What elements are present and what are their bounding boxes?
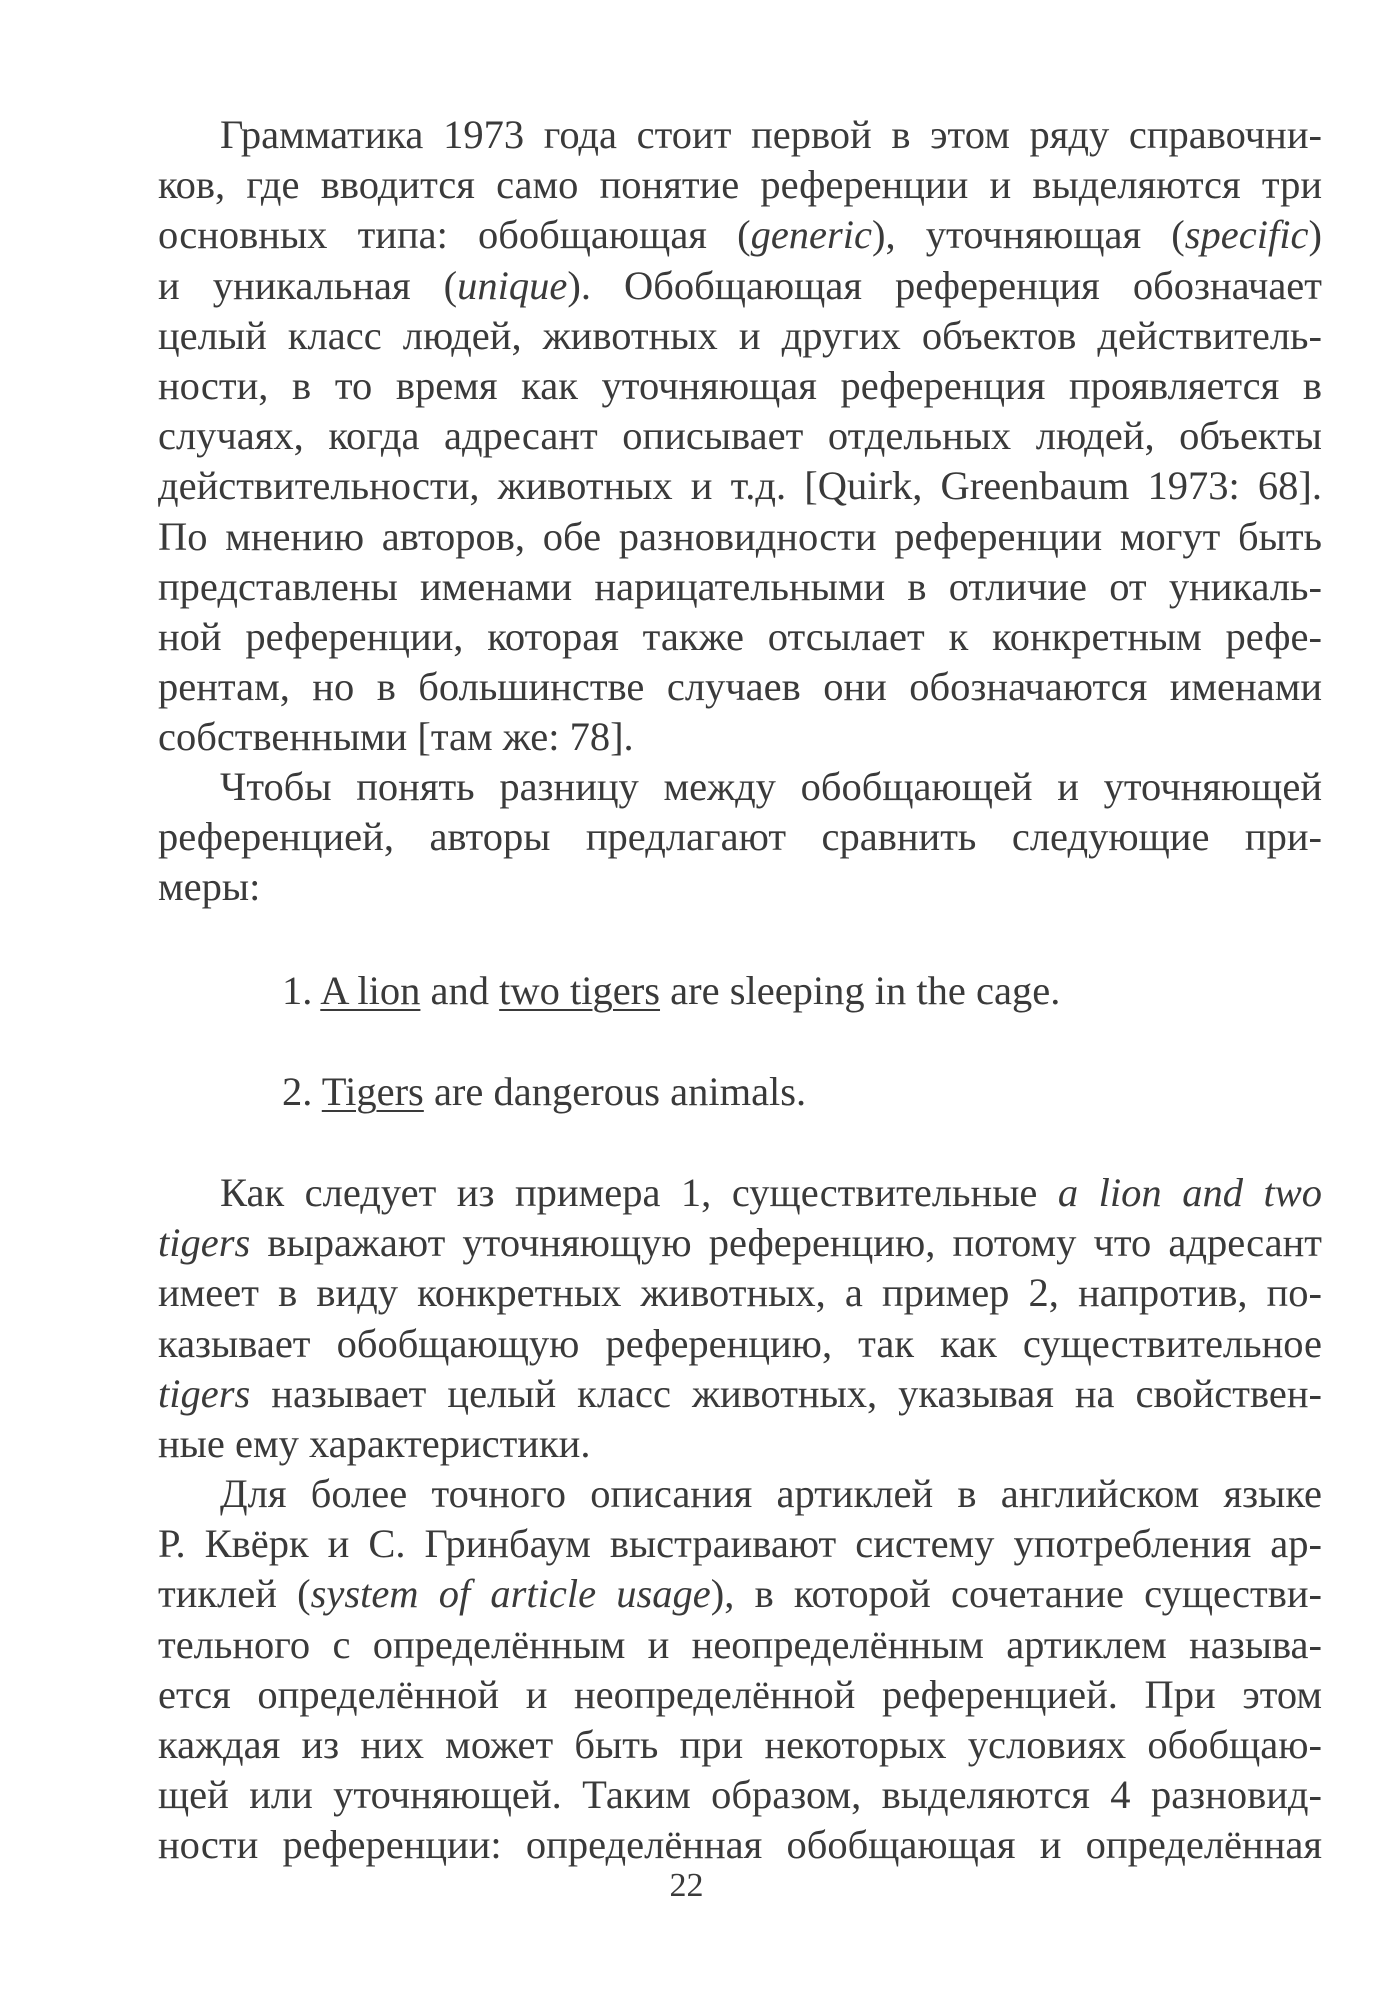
text-run: are sleeping in the cage. (660, 968, 1061, 1013)
text-run: ), уточняющая ( (872, 212, 1185, 258)
text-run: тиклей ( (158, 1571, 311, 1617)
italic-term: specific (1184, 212, 1309, 258)
text-line (158, 1670, 1322, 1720)
text-run: are dangerous animals. (423, 1069, 807, 1114)
text-run: ), в которой сочетание существи- (710, 1571, 1322, 1617)
text-run: Грамматика 1973 года стоит первой в этом ряду справочни- (220, 112, 1322, 157)
text-run: Чтобы понять разницу между обобщающей и уточняющей (220, 764, 1322, 809)
text-line (158, 1720, 1322, 1770)
paragraph-example-analysis (158, 1168, 1322, 1469)
text-line (158, 862, 1322, 912)
page-number: 22 (669, 1867, 704, 1904)
text-run: тельного с определённым и неопределённым артиклем называ- (158, 1621, 1322, 1667)
text-run: собственными [там же: 78]. (158, 714, 634, 760)
text-line (158, 1770, 1322, 1820)
text-line (158, 812, 1322, 862)
italic-term: unique (457, 262, 568, 308)
paragraph-compare-examples (158, 762, 1322, 913)
text-run: ности, в то время как уточняющая референция проявляется в (158, 362, 1322, 408)
text-line (158, 1218, 1322, 1268)
text-run: действительности, животных и т.д. [Quirk, Greenbaum 1973: 68]. (158, 463, 1322, 509)
text-run: представлены именами нарицательными в отличие от уникаль- (158, 563, 1322, 609)
example-number: 1. (282, 968, 313, 1013)
text-line (158, 1620, 1322, 1670)
text-run: Для более точного описания артиклей в английском языке (220, 1471, 1322, 1516)
example-sentence-1 (282, 966, 1060, 1016)
text-line (158, 411, 1322, 461)
text-line (158, 1419, 1322, 1469)
paragraph-article-system (158, 1469, 1322, 1871)
text-run: целый класс людей, животных и других объектов действитель- (158, 312, 1322, 358)
italic-term: generic (750, 212, 873, 258)
text-run: Р. Квёрк и С. Гринбаум выстраивают систему употребления ар- (158, 1521, 1322, 1567)
text-line (158, 110, 1322, 160)
text-line (158, 261, 1322, 311)
text-run: называет целый класс животных, указывая на свойствен- (250, 1370, 1322, 1416)
text-run: ется определённой и неопределённой референцией. При этом (158, 1671, 1322, 1717)
text-run: имеет в виду конкретных животных, а пример 2, напротив, по- (158, 1270, 1322, 1316)
text-run: ков, где вводится само понятие референции и выделяются три (158, 162, 1322, 208)
text-run: случаях, когда адресант описывает отдельных людей, объекты (158, 413, 1322, 459)
example-text (320, 968, 1060, 1013)
italic-term: system of article usage (310, 1571, 711, 1617)
text-line (158, 1469, 1322, 1519)
text-run: ные ему характеристики. (158, 1420, 591, 1466)
text-line (158, 1820, 1322, 1870)
underlined-phrase: Tigers (321, 1069, 424, 1114)
text-line (158, 762, 1322, 812)
text-line (158, 512, 1322, 562)
example-text (322, 1069, 806, 1114)
text-line (158, 1168, 1322, 1218)
text-line (158, 562, 1322, 612)
text-line (158, 361, 1322, 411)
text-run: каждая из них может быть при некоторых условиях обобщаю- (158, 1721, 1322, 1767)
paragraph-grammar-1973 (158, 110, 1322, 762)
example-number: 2. (282, 1069, 313, 1114)
text-line (158, 1569, 1322, 1619)
text-line (158, 210, 1322, 260)
text-run: Как следует из примера 1, существительные (220, 1170, 1058, 1215)
text-line (158, 1519, 1322, 1569)
text-line (158, 1369, 1322, 1419)
text-run: щей или уточняющей. Таким образом, выделяются 4 разновид- (158, 1772, 1322, 1818)
text-run: казывает обобщающую референцию, так как существительное (158, 1320, 1322, 1366)
text-run: меры: (158, 864, 261, 910)
italic-term: tigers (158, 1220, 251, 1266)
text-run: и уникальная ( (158, 262, 458, 308)
italic-term: a lion and two (1057, 1170, 1322, 1215)
text-run: основных типа: обобщающая ( (158, 212, 751, 258)
italic-term: tigers (158, 1370, 251, 1416)
text-line (158, 311, 1322, 361)
text-line (158, 612, 1322, 662)
text-run: По мнению авторов, обе разновидности референции могут быть (158, 513, 1322, 559)
underlined-phrase: two tigers (499, 968, 661, 1013)
text-run: ). Обобщающая референция обозначает (567, 262, 1322, 308)
text-run: and (420, 968, 500, 1013)
text-line (158, 712, 1322, 762)
text-line (158, 461, 1322, 511)
text-run: ной референции, которая также отсылает к конкретным рефе- (158, 613, 1322, 659)
text-line (158, 662, 1322, 712)
text-line (158, 160, 1322, 210)
text-run: рентам, но в большинстве случаев они обозначаются именами (158, 664, 1322, 710)
text-line (158, 1319, 1322, 1369)
text-line (158, 1268, 1322, 1318)
underlined-phrase: A lion (320, 968, 421, 1013)
text-run: выражают уточняющую референцию, потому что адресант (250, 1220, 1322, 1266)
text-run: ности референции: определённая обобщающая и определённая (158, 1822, 1322, 1868)
example-sentence-2 (282, 1067, 806, 1117)
text-run: ) (1308, 212, 1322, 258)
text-run: референцией, авторы предлагают сравнить следующие при- (158, 814, 1322, 860)
